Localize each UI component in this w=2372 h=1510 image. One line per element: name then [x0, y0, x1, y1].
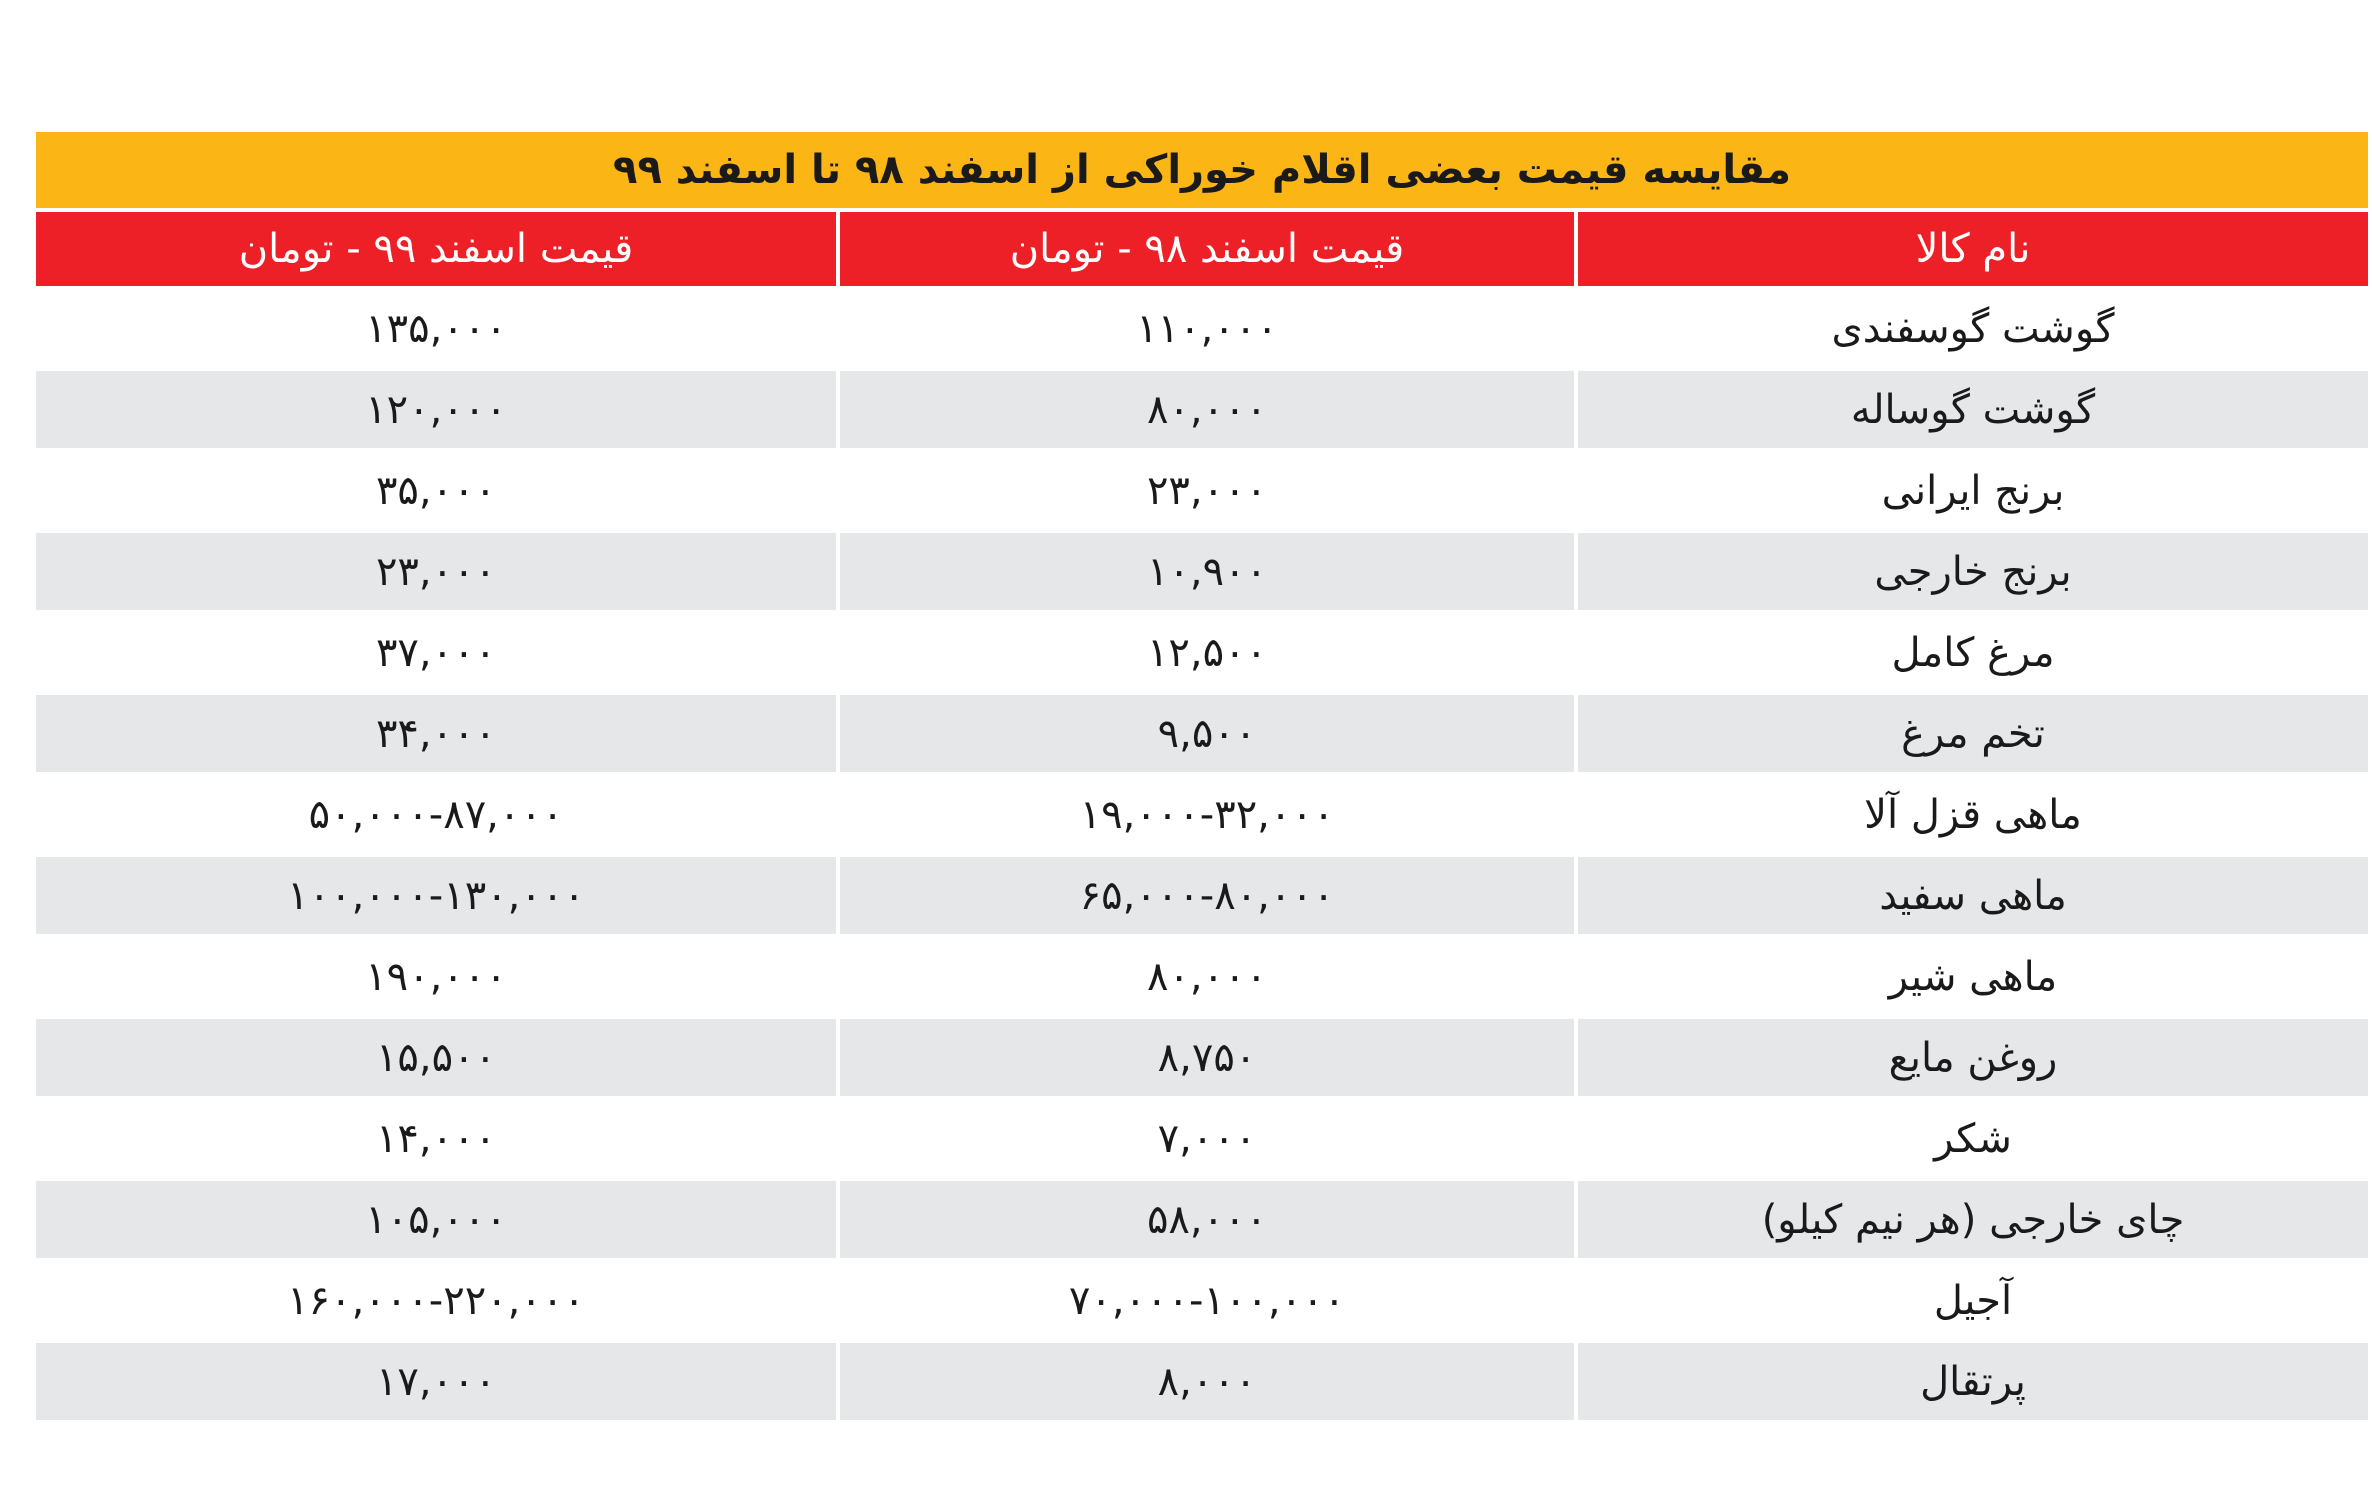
price-98-cell-text: ۱۱۰,۰۰۰ — [1136, 305, 1278, 352]
price-98-cell-text: ۷۰,۰۰۰-۱۰۰,۰۰۰ — [1068, 1277, 1346, 1324]
item-name-cell-text: چای خارجی (هر نیم کیلو) — [1761, 1196, 2185, 1243]
price-comparison-table — [36, 132, 2368, 1420]
item-name-cell-text: برنج خارجی — [1874, 548, 2072, 595]
item-name-cell — [1578, 533, 2368, 610]
item-name-cell — [1578, 1100, 2368, 1177]
price-98-cell-text: ۱۹,۰۰۰-۳۲,۰۰۰ — [1079, 791, 1335, 838]
price-98-cell-text: ۱۲,۵۰۰ — [1146, 629, 1268, 676]
table-title: مقایسه قیمت بعضی اقلام خوراکی از اسفند ۹۸ تا اسفند ۹۹ — [36, 132, 2368, 208]
table-row — [36, 452, 2368, 529]
price-99-cell — [36, 290, 836, 367]
item-name-cell-text: تخم مرغ — [1901, 710, 2045, 757]
table-row — [36, 1019, 2368, 1096]
price-99-cell-text: ۳۷,۰۰۰ — [375, 629, 497, 676]
table-row — [36, 695, 2368, 772]
price-99-cell — [36, 1343, 836, 1420]
table-header-row — [36, 212, 2368, 286]
price-99-cell — [36, 1181, 836, 1258]
price-98-cell-text: ۹,۵۰۰ — [1157, 710, 1257, 757]
price-98-cell-text: ۸,۰۰۰ — [1157, 1358, 1257, 1405]
item-name-cell — [1578, 1343, 2368, 1420]
table-body — [36, 290, 2368, 1420]
header-item-name: نام کالا — [1578, 212, 2368, 286]
price-98-cell — [840, 1343, 1574, 1420]
item-name-cell — [1578, 1181, 2368, 1258]
price-98-cell-text: ۸,۷۵۰ — [1157, 1034, 1257, 1081]
price-99-cell — [36, 1100, 836, 1177]
price-98-cell — [840, 1181, 1574, 1258]
price-99-cell-text: ۱۴,۰۰۰ — [375, 1115, 497, 1162]
price-98-cell — [840, 1019, 1574, 1096]
item-name-cell-text: ماهی شیر — [1888, 953, 2058, 1000]
header-price-99: قیمت اسفند ۹۹ - تومان — [36, 212, 836, 286]
price-98-cell-text: ۲۳,۰۰۰ — [1146, 467, 1268, 514]
item-name-cell — [1578, 371, 2368, 448]
table-row — [36, 1181, 2368, 1258]
price-98-cell — [840, 290, 1574, 367]
price-98-cell — [840, 938, 1574, 1015]
price-99-cell-text: ۱۰۰,۰۰۰-۱۳۰,۰۰۰ — [287, 872, 585, 919]
table-row — [36, 371, 2368, 448]
price-99-cell-text: ۳۵,۰۰۰ — [375, 467, 497, 514]
price-99-cell-text: ۳۴,۰۰۰ — [375, 710, 497, 757]
table-row — [36, 290, 2368, 367]
price-98-cell — [840, 452, 1574, 529]
price-99-cell-text: ۱۹۰,۰۰۰ — [365, 953, 507, 1000]
price-98-cell — [840, 776, 1574, 853]
item-name-cell — [1578, 857, 2368, 934]
header-price-98: قیمت اسفند ۹۸ - تومان — [840, 212, 1574, 286]
item-name-cell-text: برنج ایرانی — [1881, 467, 2065, 514]
item-name-cell — [1578, 290, 2368, 367]
price-99-cell-text: ۱۶۰,۰۰۰-۲۲۰,۰۰۰ — [287, 1277, 585, 1324]
price-98-cell-text: ۷,۰۰۰ — [1157, 1115, 1257, 1162]
item-name-cell — [1578, 695, 2368, 772]
item-name-cell-text: روغن مایع — [1888, 1034, 2058, 1081]
price-99-cell — [36, 938, 836, 1015]
table-row — [36, 1100, 2368, 1177]
price-98-cell-text: ۵۸,۰۰۰ — [1146, 1196, 1268, 1243]
price-99-cell-text: ۱۰۵,۰۰۰ — [365, 1196, 507, 1243]
price-98-cell — [840, 695, 1574, 772]
price-99-cell — [36, 1262, 836, 1339]
item-name-cell — [1578, 776, 2368, 853]
item-name-cell-text: گوشت گوسفندی — [1831, 305, 2115, 352]
price-98-cell-text: ۱۰,۹۰۰ — [1146, 548, 1268, 595]
table-row — [36, 938, 2368, 1015]
price-99-cell-text: ۱۳۵,۰۰۰ — [365, 305, 507, 352]
price-99-cell — [36, 371, 836, 448]
price-98-cell-text: ۸۰,۰۰۰ — [1146, 953, 1268, 1000]
item-name-cell — [1578, 452, 2368, 529]
item-name-cell — [1578, 1019, 2368, 1096]
item-name-cell-text: آجیل — [1933, 1277, 2013, 1324]
item-name-cell-text: پرتقال — [1920, 1358, 2026, 1405]
table-row — [36, 1343, 2368, 1420]
price-98-cell — [840, 533, 1574, 610]
price-99-cell — [36, 776, 836, 853]
price-99-cell — [36, 614, 836, 691]
table-row — [36, 776, 2368, 853]
price-99-cell — [36, 452, 836, 529]
price-98-cell — [840, 614, 1574, 691]
item-name-cell — [1578, 614, 2368, 691]
item-name-cell-text: ماهی قزل آلا — [1864, 791, 2082, 838]
price-99-cell — [36, 695, 836, 772]
table-row — [36, 857, 2368, 934]
item-name-cell-text: مرغ کامل — [1891, 629, 2055, 676]
table-row — [36, 1262, 2368, 1339]
price-98-cell — [840, 1262, 1574, 1339]
item-name-cell-text: شکر — [1934, 1115, 2012, 1162]
price-99-cell-text: ۲۳,۰۰۰ — [375, 548, 497, 595]
price-99-cell-text: ۵۰,۰۰۰-۸۷,۰۰۰ — [308, 791, 564, 838]
price-98-cell — [840, 371, 1574, 448]
table-row — [36, 614, 2368, 691]
price-99-cell-text: ۱۲۰,۰۰۰ — [365, 386, 507, 433]
item-name-cell — [1578, 938, 2368, 1015]
price-98-cell — [840, 1100, 1574, 1177]
item-name-cell — [1578, 1262, 2368, 1339]
price-98-cell-text: ۶۵,۰۰۰-۸۰,۰۰۰ — [1079, 872, 1335, 919]
price-99-cell-text: ۱۵,۵۰۰ — [375, 1034, 497, 1081]
price-99-cell — [36, 1019, 836, 1096]
table-row — [36, 533, 2368, 610]
price-99-cell-text: ۱۷,۰۰۰ — [375, 1358, 497, 1405]
price-98-cell-text: ۸۰,۰۰۰ — [1146, 386, 1268, 433]
price-99-cell — [36, 533, 836, 610]
price-98-cell — [840, 857, 1574, 934]
item-name-cell-text: ماهی سفید — [1879, 872, 2067, 919]
price-99-cell — [36, 857, 836, 934]
item-name-cell-text: گوشت گوساله — [1850, 386, 2096, 433]
